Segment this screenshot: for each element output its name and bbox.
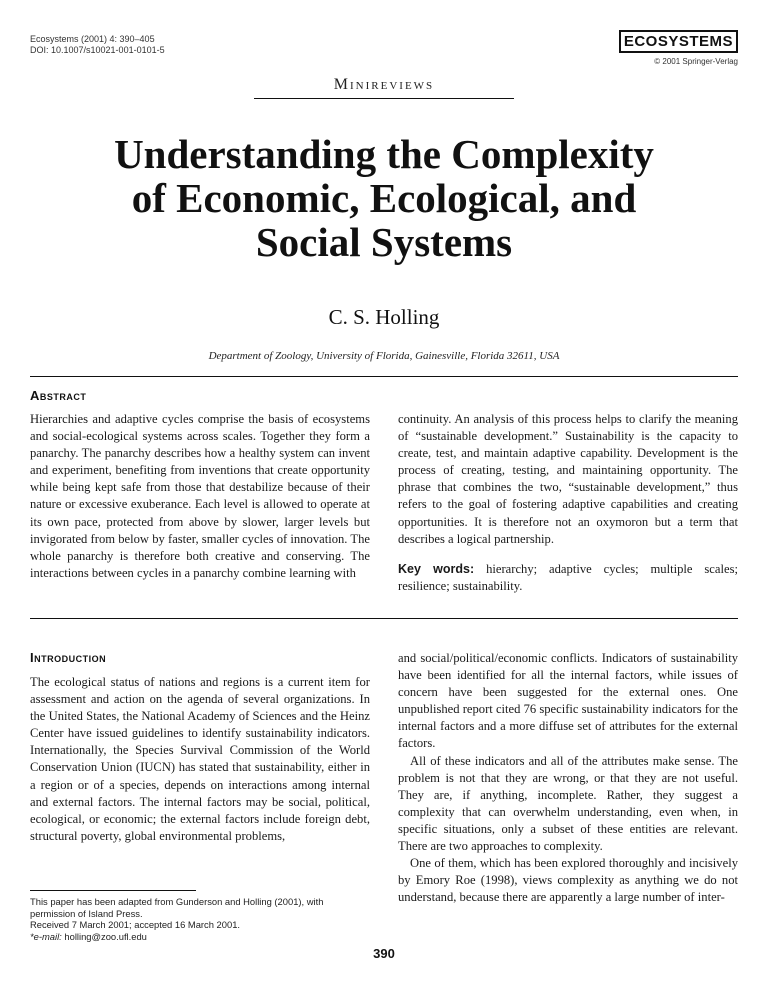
introduction-heading: Introduction: [30, 650, 107, 665]
section-label: Minireviews: [333, 76, 435, 93]
keywords-label: Key words:: [398, 561, 475, 576]
title-line: Social Systems: [255, 219, 513, 265]
abstract-column-left: [30, 411, 370, 582]
email-address[interactable]: holling@zoo.ufl.edu: [64, 930, 147, 942]
article-title: [60, 132, 708, 264]
footnote-received: Received 7 March 2001; accepted 16 March 2001.: [30, 919, 241, 931]
section-divider: [254, 98, 514, 99]
title-line: Understanding the Complexity: [114, 131, 654, 177]
page-number: 390: [373, 946, 395, 961]
abstract-bottom-rule: [30, 618, 738, 619]
footnote-email-line: [30, 931, 370, 943]
abstract-text-right: continuity. An analysis of this process helps to clarify the meaning of “sustainable development.” Sustainability is the capacity to create, test, and maintain adaptive capability. Development is the process of creating, testing, and maintaining opportunity. The phrase that combines the two, “sustainable development,” thus refers to the goal of fostering adaptive capabilities and creating opportunities. It is therefore not an oxymoron but a term that describes a logical partnership.: [398, 412, 738, 546]
doi-line: DOI: 10.1007/s10021-001-0101-5: [30, 45, 165, 55]
abstract-top-rule: [30, 376, 738, 377]
abstract-heading: Abstract: [30, 388, 87, 403]
abstract-column-right: [398, 411, 738, 595]
abstract-text-left: Hierarchies and adaptive cycles comprise the basis of ecosystems and social-ecological systems across scales. Together they form a panarchy. The panarchy describes how a healthy system can invent and experiment, benefiting from inventions that create opportunity while being kept safe from those that destabilize because of their nature or excessive exuberance. Each level is allowed to operate at its own pace, protected from above by slower, larger levels but invigorated from below by faster, smaller cycles of innovation. The whole panarchy is therefore both creative and conserving. The interactions between cycles in a panarchy combine learning with: [30, 412, 370, 580]
journal-brand: [619, 30, 738, 66]
title-line: of Economic, Ecological, and: [131, 175, 637, 221]
introduction-paragraph: All of these indicators and all of the attributes make sense. The problem is not that they are wrong, or that they are not useful. They are, if anything, incomplete. Rather, they suggest a complexity that can overwhelm understanding, even when, in specific situations, only a subset of these entities are relevant. There are two approaches to complexity.: [398, 753, 738, 854]
introduction-column-left: [30, 674, 370, 845]
introduction-paragraph: and social/political/economic conflicts. Indicators of sustainability have been identified for all the internal factors, while issues of concern have been suggested for the external ones. One unpublished report cited 76 specific sustainability indicators for the internal factors and a more diffuse set of attributes for the external factors.: [398, 651, 738, 751]
journal-logo: ECOSYSTEMS: [619, 30, 738, 53]
journal-line: Ecosystems (2001) 4: 390–405: [30, 34, 155, 44]
author-affiliation: Department of Zoology, University of Florida, Gainesville, Florida 32611, USA: [208, 350, 560, 362]
introduction-text-left: The ecological status of nations and regions is a current item for assessment and action on the agenda of several organizations. In the United States, the National Academy of Sciences and the Heinz Center have issued guidelines to identify sustainability indicators. Internationally, the Species Survival Commission of the World Conservation Union (IUCN) has stated that sustainability, either in a region or of a species, depends on interactions among internal and external factors. The internal factors may be social, political, ecological, or economic; the external factors include foreign debt, structural poverty, global environmental problems,: [30, 675, 370, 843]
introduction-paragraph: One of them, which has been explored thoroughly and incisively by Emory Roe (1998), views complexity as anything we do not understand, because there are apparently a large number of inter-: [398, 856, 738, 905]
footnote-adapted: This paper has been adapted from Gunderson and Holling (2001), with permission of Island Press.: [30, 896, 324, 919]
email-label: *e-mail:: [30, 930, 62, 942]
author-name: C. S. Holling: [328, 305, 440, 329]
introduction-column-right: [398, 650, 738, 906]
footnote-rule: [30, 890, 196, 891]
citation-block: [30, 34, 165, 56]
footnote: [30, 896, 370, 942]
copyright-line: © 2001 Springer-Verlag: [654, 57, 738, 66]
keywords-list: hierarchy; adaptive cycles; multiple scales; resilience; sustainability.: [398, 561, 738, 593]
keywords: [398, 561, 738, 595]
